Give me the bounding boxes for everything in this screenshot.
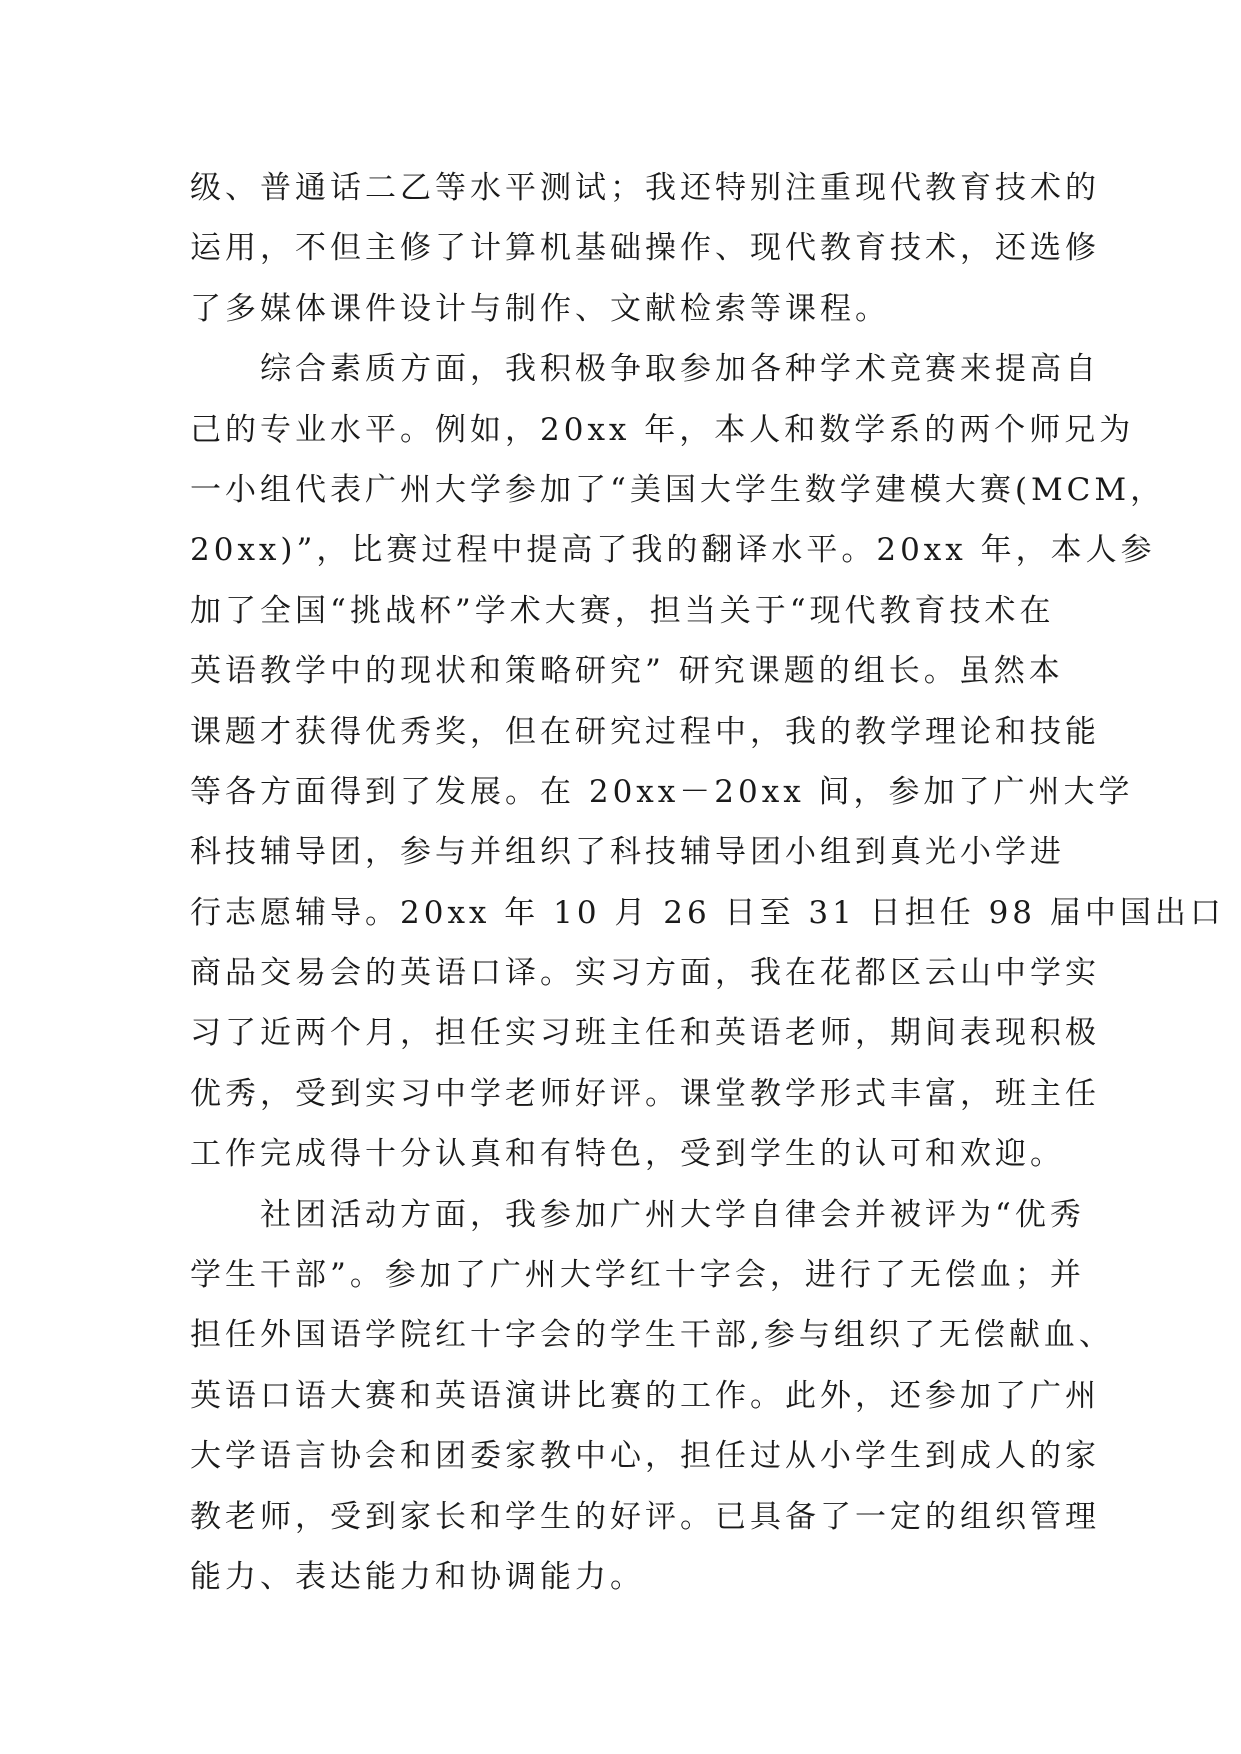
text-line: 习了近两个月，担任实习班主任和英语老师，期间表现积极 bbox=[190, 1015, 1100, 1052]
document-body bbox=[190, 158, 1225, 1607]
text-line: 了多媒体课件设计与制作、文献检索等课程。 bbox=[190, 290, 890, 327]
text-line: 课题才获得优秀奖，但在研究过程中，我的教学理论和技能 bbox=[190, 713, 1100, 750]
text-line: 己的专业水平。例如，20xx 年，本人和数学系的两个师兄为 bbox=[190, 411, 1135, 448]
text-line: 教老师，受到家长和学生的好评。已具备了一定的组织管理 bbox=[190, 1498, 1100, 1535]
text-line: 英语教学中的现状和策略研究” 研究课题的组长。虽然本 bbox=[190, 653, 1064, 690]
text-line: 等各方面得到了发展。在 20xx－20xx 间，参加了广州大学 bbox=[190, 773, 1134, 810]
text-line: 科技辅导团，参与并组织了科技辅导团小组到真光小学进 bbox=[190, 834, 1065, 871]
text-line: 能力、表达能力和协调能力。 bbox=[190, 1558, 645, 1595]
text-line: 级、普通话二乙等水平测试；我还特别注重现代教育技术的 bbox=[190, 170, 1100, 206]
text-line: 优秀，受到实习中学老师好评。课堂教学形式丰富，班主任 bbox=[190, 1075, 1100, 1112]
text-line: 担任外国语学院红十字会的学生干部,参与组织了无偿献血、 bbox=[190, 1317, 1114, 1354]
text-line: 工作完成得十分认真和有特色，受到学生的认可和欢迎。 bbox=[190, 1136, 1065, 1173]
text-line: 运用，不但主修了计算机基础操作、现代教育技术，还选修 bbox=[190, 230, 1100, 267]
text-line: 行志愿辅导。20xx 年 10 月 26 日至 31 日担任 98 届中国出口 bbox=[190, 894, 1225, 931]
text-line: 学生干部”。参加了广州大学红十字会，进行了无偿血；并 bbox=[190, 1257, 1085, 1294]
text-line: 英语口语大赛和英语演讲比赛的工作。此外，还参加了广州 bbox=[190, 1377, 1100, 1414]
text-line: 社团活动方面，我参加广州大学自律会并被评为“优秀 bbox=[190, 1196, 1085, 1233]
text-line: 加了全国“挑战杯”学术大赛，担当关于“现代教育技术在 bbox=[190, 592, 1055, 629]
text-line: 20xx)”，比赛过程中提高了我的翻译水平。20xx 年，本人参 bbox=[190, 532, 1156, 569]
text-line: 综合素质方面，我积极争取参加各种学术竞赛来提高自 bbox=[190, 351, 1100, 388]
text-line: 一小组代表广州大学参加了“美国大学生数学建模大赛(MCM， bbox=[190, 471, 1166, 508]
text-line: 大学语言协会和团委家教中心，担任过从小学生到成人的家 bbox=[190, 1438, 1100, 1475]
text-line: 商品交易会的英语口译。实习方面，我在花都区云山中学实 bbox=[190, 955, 1100, 992]
